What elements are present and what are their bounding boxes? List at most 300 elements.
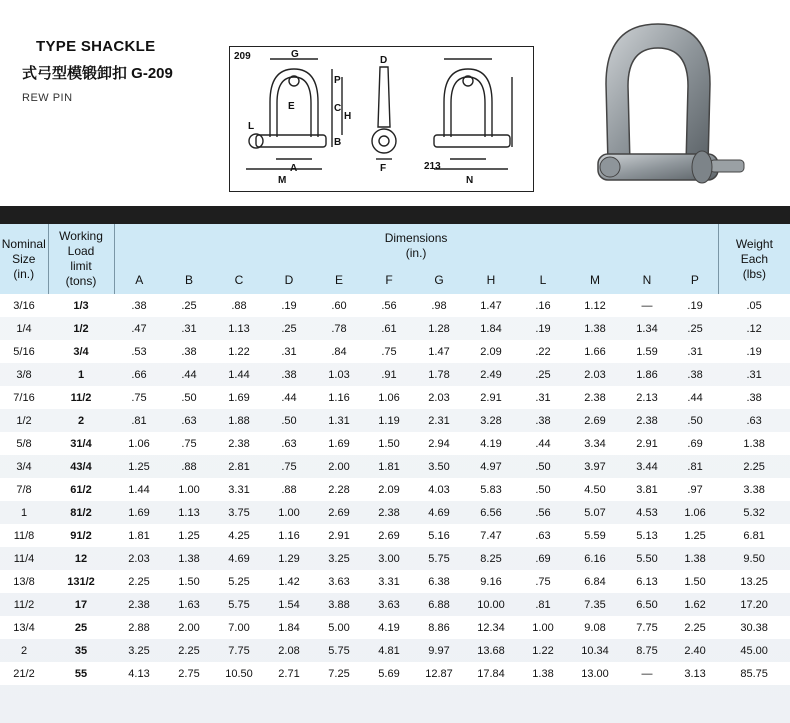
cell-dimension: 1.06 xyxy=(378,391,400,404)
cell-dimension: 1.38 xyxy=(532,667,554,680)
cell-dimension: 4.13 xyxy=(128,667,150,680)
cell-dimension: .44 xyxy=(535,437,551,450)
cell-dimension: 7.47 xyxy=(480,529,502,542)
cell-nominal-size: 11/4 xyxy=(13,552,35,565)
cell-nominal-size: 7/16 xyxy=(13,391,35,404)
col-nominal-l1: Nominal xyxy=(1,236,46,251)
cell-nominal-size: 13/4 xyxy=(13,621,35,634)
technical-drawing xyxy=(229,46,534,192)
cell-working-load: 17 xyxy=(74,598,88,611)
cell-dimension: 2.38 xyxy=(636,414,658,427)
cell-dimension: .66 xyxy=(131,368,147,381)
cell-dimension: .75 xyxy=(535,575,551,588)
cell-dimension: 5.07 xyxy=(584,506,606,519)
cell-dimension: .61 xyxy=(381,322,397,335)
cell-weight: 1.38 xyxy=(743,437,765,450)
col-wll-l3: limit xyxy=(70,259,92,273)
cell-dimension: 2.31 xyxy=(428,414,450,427)
col-nominal-l3: (in.) xyxy=(13,266,35,281)
col-weight-each xyxy=(718,224,790,294)
cell-working-load: 1 xyxy=(77,368,85,381)
dim-label-g: G xyxy=(291,49,299,60)
table-row xyxy=(0,478,790,501)
cell-nominal-size: 1 xyxy=(20,506,28,519)
col-nominal-size xyxy=(0,224,48,294)
cell-dimension: 1.69 xyxy=(128,506,150,519)
table-row xyxy=(0,386,790,409)
cell-dimension: 1.16 xyxy=(328,391,350,404)
dim-label-e: E xyxy=(288,101,295,112)
dim-header-a: A xyxy=(135,273,144,287)
cell-weight: .63 xyxy=(746,414,762,427)
cell-dimension: 4.19 xyxy=(378,621,400,634)
cell-dimension: 1.00 xyxy=(278,506,300,519)
cell-dimension: 3.31 xyxy=(228,483,250,496)
dim-header-m: M xyxy=(590,273,600,287)
table-row xyxy=(0,340,790,363)
cell-nominal-size: 5/16 xyxy=(13,345,35,358)
dim-header-h: H xyxy=(486,273,496,287)
cell-dimension: 2.38 xyxy=(228,437,250,450)
cell-dimension: 3.28 xyxy=(480,414,502,427)
cell-dimension: 10.50 xyxy=(225,667,253,680)
col-wll-l1: Working xyxy=(59,229,103,243)
cell-dimension: .56 xyxy=(381,299,397,312)
cell-weight: 6.81 xyxy=(743,529,765,542)
cell-dimension: .98 xyxy=(431,299,447,312)
cell-dimension: 5.50 xyxy=(636,552,658,565)
cell-dimension: 1.84 xyxy=(480,322,502,335)
cell-dimension: .78 xyxy=(331,322,347,335)
col-weight-l1: Weight xyxy=(735,236,773,251)
dim-label-p: P xyxy=(334,75,341,86)
cell-dimension: .75 xyxy=(381,345,397,358)
shackle-photo xyxy=(590,14,750,204)
cell-dimension: 10.00 xyxy=(477,598,505,611)
cell-dimension: 3.81 xyxy=(636,483,658,496)
cell-dimension: 1.44 xyxy=(128,483,150,496)
cell-dimension: 4.25 xyxy=(228,529,250,542)
cell-dimension: .88 xyxy=(231,299,247,312)
cell-weight: .31 xyxy=(746,368,762,381)
cell-dimension: 2.91 xyxy=(636,437,658,450)
cell-working-load: 1/3 xyxy=(73,299,89,312)
cell-nominal-size: 13/8 xyxy=(13,575,35,588)
cell-dimension: 1.06 xyxy=(128,437,150,450)
cell-weight: 45.00 xyxy=(740,644,768,657)
cell-dimension: .50 xyxy=(535,483,551,496)
cell-dimension: 2.13 xyxy=(636,391,658,404)
cell-dimension: 6.38 xyxy=(428,575,450,588)
cell-dimension: .38 xyxy=(181,345,197,358)
cell-dimension: .25 xyxy=(687,322,703,335)
shackle-image xyxy=(590,14,750,204)
cell-dimension: .19 xyxy=(535,322,551,335)
cell-dimension: 5.59 xyxy=(584,529,606,542)
cell-dimension: 2.40 xyxy=(684,644,706,657)
cell-dimension: 9.16 xyxy=(480,575,502,588)
cell-dimension: .44 xyxy=(687,391,703,404)
cell-dimension: — xyxy=(641,299,653,312)
cell-nominal-size: 11/2 xyxy=(13,598,35,611)
cell-working-load: 2 xyxy=(77,414,85,427)
cell-working-load: 31/4 xyxy=(70,437,92,450)
cell-dimension: 1.59 xyxy=(636,345,658,358)
cell-dimension: 4.97 xyxy=(480,460,502,473)
dim-label-c: C xyxy=(334,103,342,114)
cell-dimension: 2.91 xyxy=(480,391,502,404)
cell-nominal-size: 3/16 xyxy=(13,299,35,312)
table-row xyxy=(0,363,790,386)
cell-dimension: 3.31 xyxy=(378,575,400,588)
cell-dimension: 1.81 xyxy=(378,460,400,473)
cell-dimension: .19 xyxy=(687,299,703,312)
cell-dimension: .19 xyxy=(281,299,297,312)
dim-header-l: L xyxy=(539,273,547,287)
cell-dimension: 2.03 xyxy=(128,552,150,565)
cell-dimension: 13.68 xyxy=(477,644,505,657)
cell-dimension: 2.88 xyxy=(128,621,150,634)
cell-dimension: .69 xyxy=(535,552,551,565)
cell-dimension: 1.84 xyxy=(278,621,300,634)
cell-weight: 17.20 xyxy=(740,598,768,611)
cell-dimension: 1.00 xyxy=(532,621,554,634)
cell-dimension: 5.13 xyxy=(636,529,658,542)
cell-dimension: 1.03 xyxy=(328,368,350,381)
cell-working-load: 1/2 xyxy=(73,322,89,335)
cell-dimension: 12.34 xyxy=(477,621,505,634)
cell-dimension: 2.94 xyxy=(428,437,450,450)
cell-dimension: .84 xyxy=(331,345,347,358)
dim-header-n: N xyxy=(642,273,652,287)
dim-label-a: A xyxy=(290,163,298,174)
dim-header-c: C xyxy=(234,273,244,287)
cell-weight: 30.38 xyxy=(740,621,768,634)
cell-dimension: 10.34 xyxy=(581,644,609,657)
cell-dimension: 13.00 xyxy=(581,667,609,680)
cell-dimension: 1.38 xyxy=(684,552,706,565)
cell-dimension: .63 xyxy=(281,437,297,450)
cell-dimension: 2.09 xyxy=(378,483,400,496)
cell-dimension: 1.50 xyxy=(178,575,200,588)
cell-dimension: .50 xyxy=(181,391,197,404)
cell-dimension: 1.16 xyxy=(278,529,300,542)
cell-working-load: 35 xyxy=(74,644,88,657)
cell-dimension: .63 xyxy=(535,529,551,542)
cell-working-load: 12 xyxy=(74,552,88,565)
table-row xyxy=(0,524,790,547)
cell-dimension: .47 xyxy=(131,322,147,335)
cell-dimension: .91 xyxy=(381,368,397,381)
cell-dimension: 2.25 xyxy=(128,575,150,588)
drawing-model-label: 209 xyxy=(234,51,251,62)
cell-dimension: 2.03 xyxy=(584,368,606,381)
cell-dimension: 3.50 xyxy=(428,460,450,473)
cell-dimension: 5.16 xyxy=(428,529,450,542)
cell-dimension: 7.75 xyxy=(636,621,658,634)
cell-dimension: 1.69 xyxy=(228,391,250,404)
cell-dimension: 1.69 xyxy=(328,437,350,450)
cell-dimension: 5.69 xyxy=(378,667,400,680)
cell-working-load: 11/2 xyxy=(70,391,92,404)
cell-dimension: .38 xyxy=(535,414,551,427)
cell-dimension: .25 xyxy=(535,368,551,381)
cell-dimension: 1.47 xyxy=(480,299,502,312)
cell-dimension: 2.38 xyxy=(584,391,606,404)
cell-dimension: 3.97 xyxy=(584,460,606,473)
cell-weight: 9.50 xyxy=(743,552,765,565)
cell-dimension: 1.88 xyxy=(228,414,250,427)
cell-dimension: .69 xyxy=(687,437,703,450)
cell-dimension: 4.81 xyxy=(378,644,400,657)
cell-dimension: 1.38 xyxy=(584,322,606,335)
cell-dimension: 1.50 xyxy=(378,437,400,450)
cell-dimension: .56 xyxy=(535,506,551,519)
cell-dimension: 2.00 xyxy=(328,460,350,473)
dim-header-e: E xyxy=(334,273,343,287)
cell-dimension: 3.63 xyxy=(378,598,400,611)
table-row xyxy=(0,593,790,616)
dim-label-h: H xyxy=(344,111,352,122)
cell-dimension: 7.35 xyxy=(584,598,606,611)
table-row xyxy=(0,501,790,524)
cell-dimension: 17.84 xyxy=(477,667,505,680)
cell-dimension: 1.47 xyxy=(428,345,450,358)
cell-dimension: .81 xyxy=(687,460,703,473)
cell-dimension: .50 xyxy=(535,460,551,473)
cell-dimension: 4.69 xyxy=(428,506,450,519)
cell-dimension: 5.75 xyxy=(428,552,450,565)
table-row xyxy=(0,455,790,478)
table-row xyxy=(0,409,790,432)
cell-dimension: 2.69 xyxy=(584,414,606,427)
cell-dimension: 1.31 xyxy=(328,414,350,427)
cell-dimension: .31 xyxy=(181,322,197,335)
cell-dimension: 2.81 xyxy=(228,460,250,473)
dim-label-b: B xyxy=(334,137,342,148)
cell-dimension: — xyxy=(641,667,653,680)
cell-dimension: 1.25 xyxy=(684,529,706,542)
title-line-1: TYPE SHACKLE xyxy=(36,38,156,55)
cell-nominal-size: 2 xyxy=(20,644,28,657)
cell-dimension: 1.22 xyxy=(532,644,554,657)
cell-dimension: 2.28 xyxy=(328,483,350,496)
cell-dimension: 6.56 xyxy=(480,506,502,519)
cell-dimension: 3.00 xyxy=(378,552,400,565)
cell-dimension: 7.75 xyxy=(228,644,250,657)
table-row xyxy=(0,432,790,455)
cell-dimension: 12.87 xyxy=(425,667,453,680)
table-row xyxy=(0,547,790,570)
dim-header-d: D xyxy=(284,273,294,287)
cell-dimension: 1.54 xyxy=(278,598,300,611)
cell-dimension: .31 xyxy=(281,345,297,358)
col-working-load-limit xyxy=(48,224,114,294)
cell-working-load: 55 xyxy=(74,667,88,680)
cell-working-load: 25 xyxy=(74,621,88,634)
cell-dimension: .97 xyxy=(687,483,703,496)
dim-label-f: F xyxy=(380,163,387,174)
cell-dimension: 5.25 xyxy=(228,575,250,588)
cell-dimension: 2.03 xyxy=(428,391,450,404)
cell-weight: .05 xyxy=(746,299,762,312)
cell-nominal-size: 3/8 xyxy=(16,368,32,381)
cell-dimension: 3.25 xyxy=(128,644,150,657)
cell-working-load: 91/2 xyxy=(70,529,92,542)
cell-dimension: 1.28 xyxy=(428,322,450,335)
cell-nominal-size: 5/8 xyxy=(16,437,32,450)
cell-dimension: 4.50 xyxy=(584,483,606,496)
dim-label-n: N xyxy=(466,175,474,186)
cell-working-load: 43/4 xyxy=(70,460,92,473)
col-dims-l1: Dimensions xyxy=(384,230,448,245)
cell-dimension: 6.16 xyxy=(584,552,606,565)
cell-dimension: .22 xyxy=(535,345,551,358)
cell-dimension: 1.38 xyxy=(178,552,200,565)
cell-dimension: 5.83 xyxy=(480,483,502,496)
cell-dimension: 3.63 xyxy=(328,575,350,588)
col-wll-l4: (tons) xyxy=(65,274,97,288)
cell-dimension: 4.03 xyxy=(428,483,450,496)
cell-dimension: .81 xyxy=(131,414,147,427)
cell-dimension: 1.13 xyxy=(178,506,200,519)
cell-dimension: 2.25 xyxy=(684,621,706,634)
cell-dimension: 3.88 xyxy=(328,598,350,611)
dim-header-p: P xyxy=(672,267,718,294)
cell-dimension: 1.19 xyxy=(378,414,400,427)
spec-table xyxy=(0,224,790,685)
cell-dimension: 6.50 xyxy=(636,598,658,611)
cell-dimension: 2.69 xyxy=(378,529,400,542)
cell-dimension: 1.66 xyxy=(584,345,606,358)
cell-dimension: 6.88 xyxy=(428,598,450,611)
header-bar xyxy=(0,206,790,224)
dim-label-m: M xyxy=(278,175,287,186)
cell-working-load: 61/2 xyxy=(70,483,92,496)
cell-dimension: 5.00 xyxy=(328,621,350,634)
cell-dimension: .25 xyxy=(281,322,297,335)
cell-nominal-size: 1/2 xyxy=(16,414,32,427)
cell-dimension: .38 xyxy=(687,368,703,381)
cell-dimension: 2.69 xyxy=(328,506,350,519)
cell-dimension: 3.34 xyxy=(584,437,606,450)
col-wll-l2: Load xyxy=(67,244,95,258)
cell-dimension: 3.44 xyxy=(636,460,658,473)
cell-dimension: .44 xyxy=(281,391,297,404)
cell-dimension: .75 xyxy=(281,460,297,473)
title-line-3: REW PIN xyxy=(22,92,73,104)
col-dims-l2: (in.) xyxy=(405,245,427,260)
dim-label-l: L xyxy=(248,121,255,132)
cell-weight: .12 xyxy=(746,322,762,335)
dim-label-d: D xyxy=(380,55,388,66)
cell-dimension: 2.38 xyxy=(128,598,150,611)
cell-dimension: 1.62 xyxy=(684,598,706,611)
cell-weight: 13.25 xyxy=(740,575,768,588)
title-line-2: 式弓型模锻卸扣 G-209 xyxy=(22,65,173,82)
cell-dimension: 1.81 xyxy=(128,529,150,542)
cell-dimension: 9.97 xyxy=(428,644,450,657)
cell-dimension: 2.25 xyxy=(178,644,200,657)
cell-dimension: 4.53 xyxy=(636,506,658,519)
col-dimensions xyxy=(114,224,718,267)
cell-dimension: 1.12 xyxy=(584,299,606,312)
cell-dimension: .75 xyxy=(181,437,197,450)
cell-dimension: 3.25 xyxy=(328,552,350,565)
cell-working-load: 3/4 xyxy=(73,345,89,358)
cell-dimension: 5.75 xyxy=(228,598,250,611)
cell-weight: .38 xyxy=(746,391,762,404)
cell-dimension: .16 xyxy=(535,299,551,312)
cell-weight: 85.75 xyxy=(740,667,768,680)
cell-dimension: 1.06 xyxy=(684,506,706,519)
dim-header-f: F xyxy=(385,273,393,287)
cell-weight: .19 xyxy=(746,345,762,358)
table-row xyxy=(0,317,790,340)
cell-dimension: .38 xyxy=(281,368,297,381)
cell-nominal-size: 3/4 xyxy=(16,460,32,473)
cell-dimension: 7.00 xyxy=(228,621,250,634)
cell-dimension: .31 xyxy=(687,345,703,358)
cell-nominal-size: 7/8 xyxy=(16,483,32,496)
cell-dimension: 2.75 xyxy=(178,667,200,680)
cell-dimension: 1.42 xyxy=(278,575,300,588)
table-row xyxy=(0,294,790,317)
cell-dimension: .53 xyxy=(131,345,147,358)
cell-dimension: 1.86 xyxy=(636,368,658,381)
cell-dimension: 4.19 xyxy=(480,437,502,450)
cell-dimension: .75 xyxy=(131,391,147,404)
dim-header-g: G xyxy=(434,273,444,287)
cell-dimension: 1.29 xyxy=(278,552,300,565)
cell-dimension: 7.25 xyxy=(328,667,350,680)
cell-dimension: 8.86 xyxy=(428,621,450,634)
table-row xyxy=(0,616,790,639)
drawing-alt-label: 213 xyxy=(424,161,441,172)
table-row xyxy=(0,570,790,593)
cell-dimension: .63 xyxy=(181,414,197,427)
cell-dimension: 6.84 xyxy=(584,575,606,588)
cell-dimension: 2.91 xyxy=(328,529,350,542)
table-row xyxy=(0,639,790,662)
cell-working-load: 81/2 xyxy=(70,506,92,519)
cell-working-load: 131/2 xyxy=(67,575,95,588)
cell-nominal-size: 1/4 xyxy=(16,322,32,335)
cell-dimension: 1.34 xyxy=(636,322,658,335)
cell-dimension: 6.13 xyxy=(636,575,658,588)
cell-dimension: 1.78 xyxy=(428,368,450,381)
cell-dimension: .81 xyxy=(535,598,551,611)
cell-dimension: .38 xyxy=(131,299,147,312)
cell-nominal-size: 11/8 xyxy=(13,529,35,542)
cell-dimension: 2.08 xyxy=(278,644,300,657)
cell-dimension: 3.13 xyxy=(684,667,706,680)
cell-dimension: 5.75 xyxy=(328,644,350,657)
cell-dimension: .88 xyxy=(181,460,197,473)
cell-dimension: 1.25 xyxy=(128,460,150,473)
dim-header-b: B xyxy=(184,273,193,287)
drawing-svg xyxy=(230,47,533,191)
cell-dimension: 2.00 xyxy=(178,621,200,634)
cell-dimension: .50 xyxy=(687,414,703,427)
cell-dimension: 1.00 xyxy=(178,483,200,496)
cell-dimension: .60 xyxy=(331,299,347,312)
cell-dimension: 2.38 xyxy=(378,506,400,519)
cell-dimension: .44 xyxy=(181,368,197,381)
cell-dimension: 1.13 xyxy=(228,322,250,335)
cell-dimension: 1.22 xyxy=(228,345,250,358)
cell-dimension: 2.71 xyxy=(278,667,300,680)
